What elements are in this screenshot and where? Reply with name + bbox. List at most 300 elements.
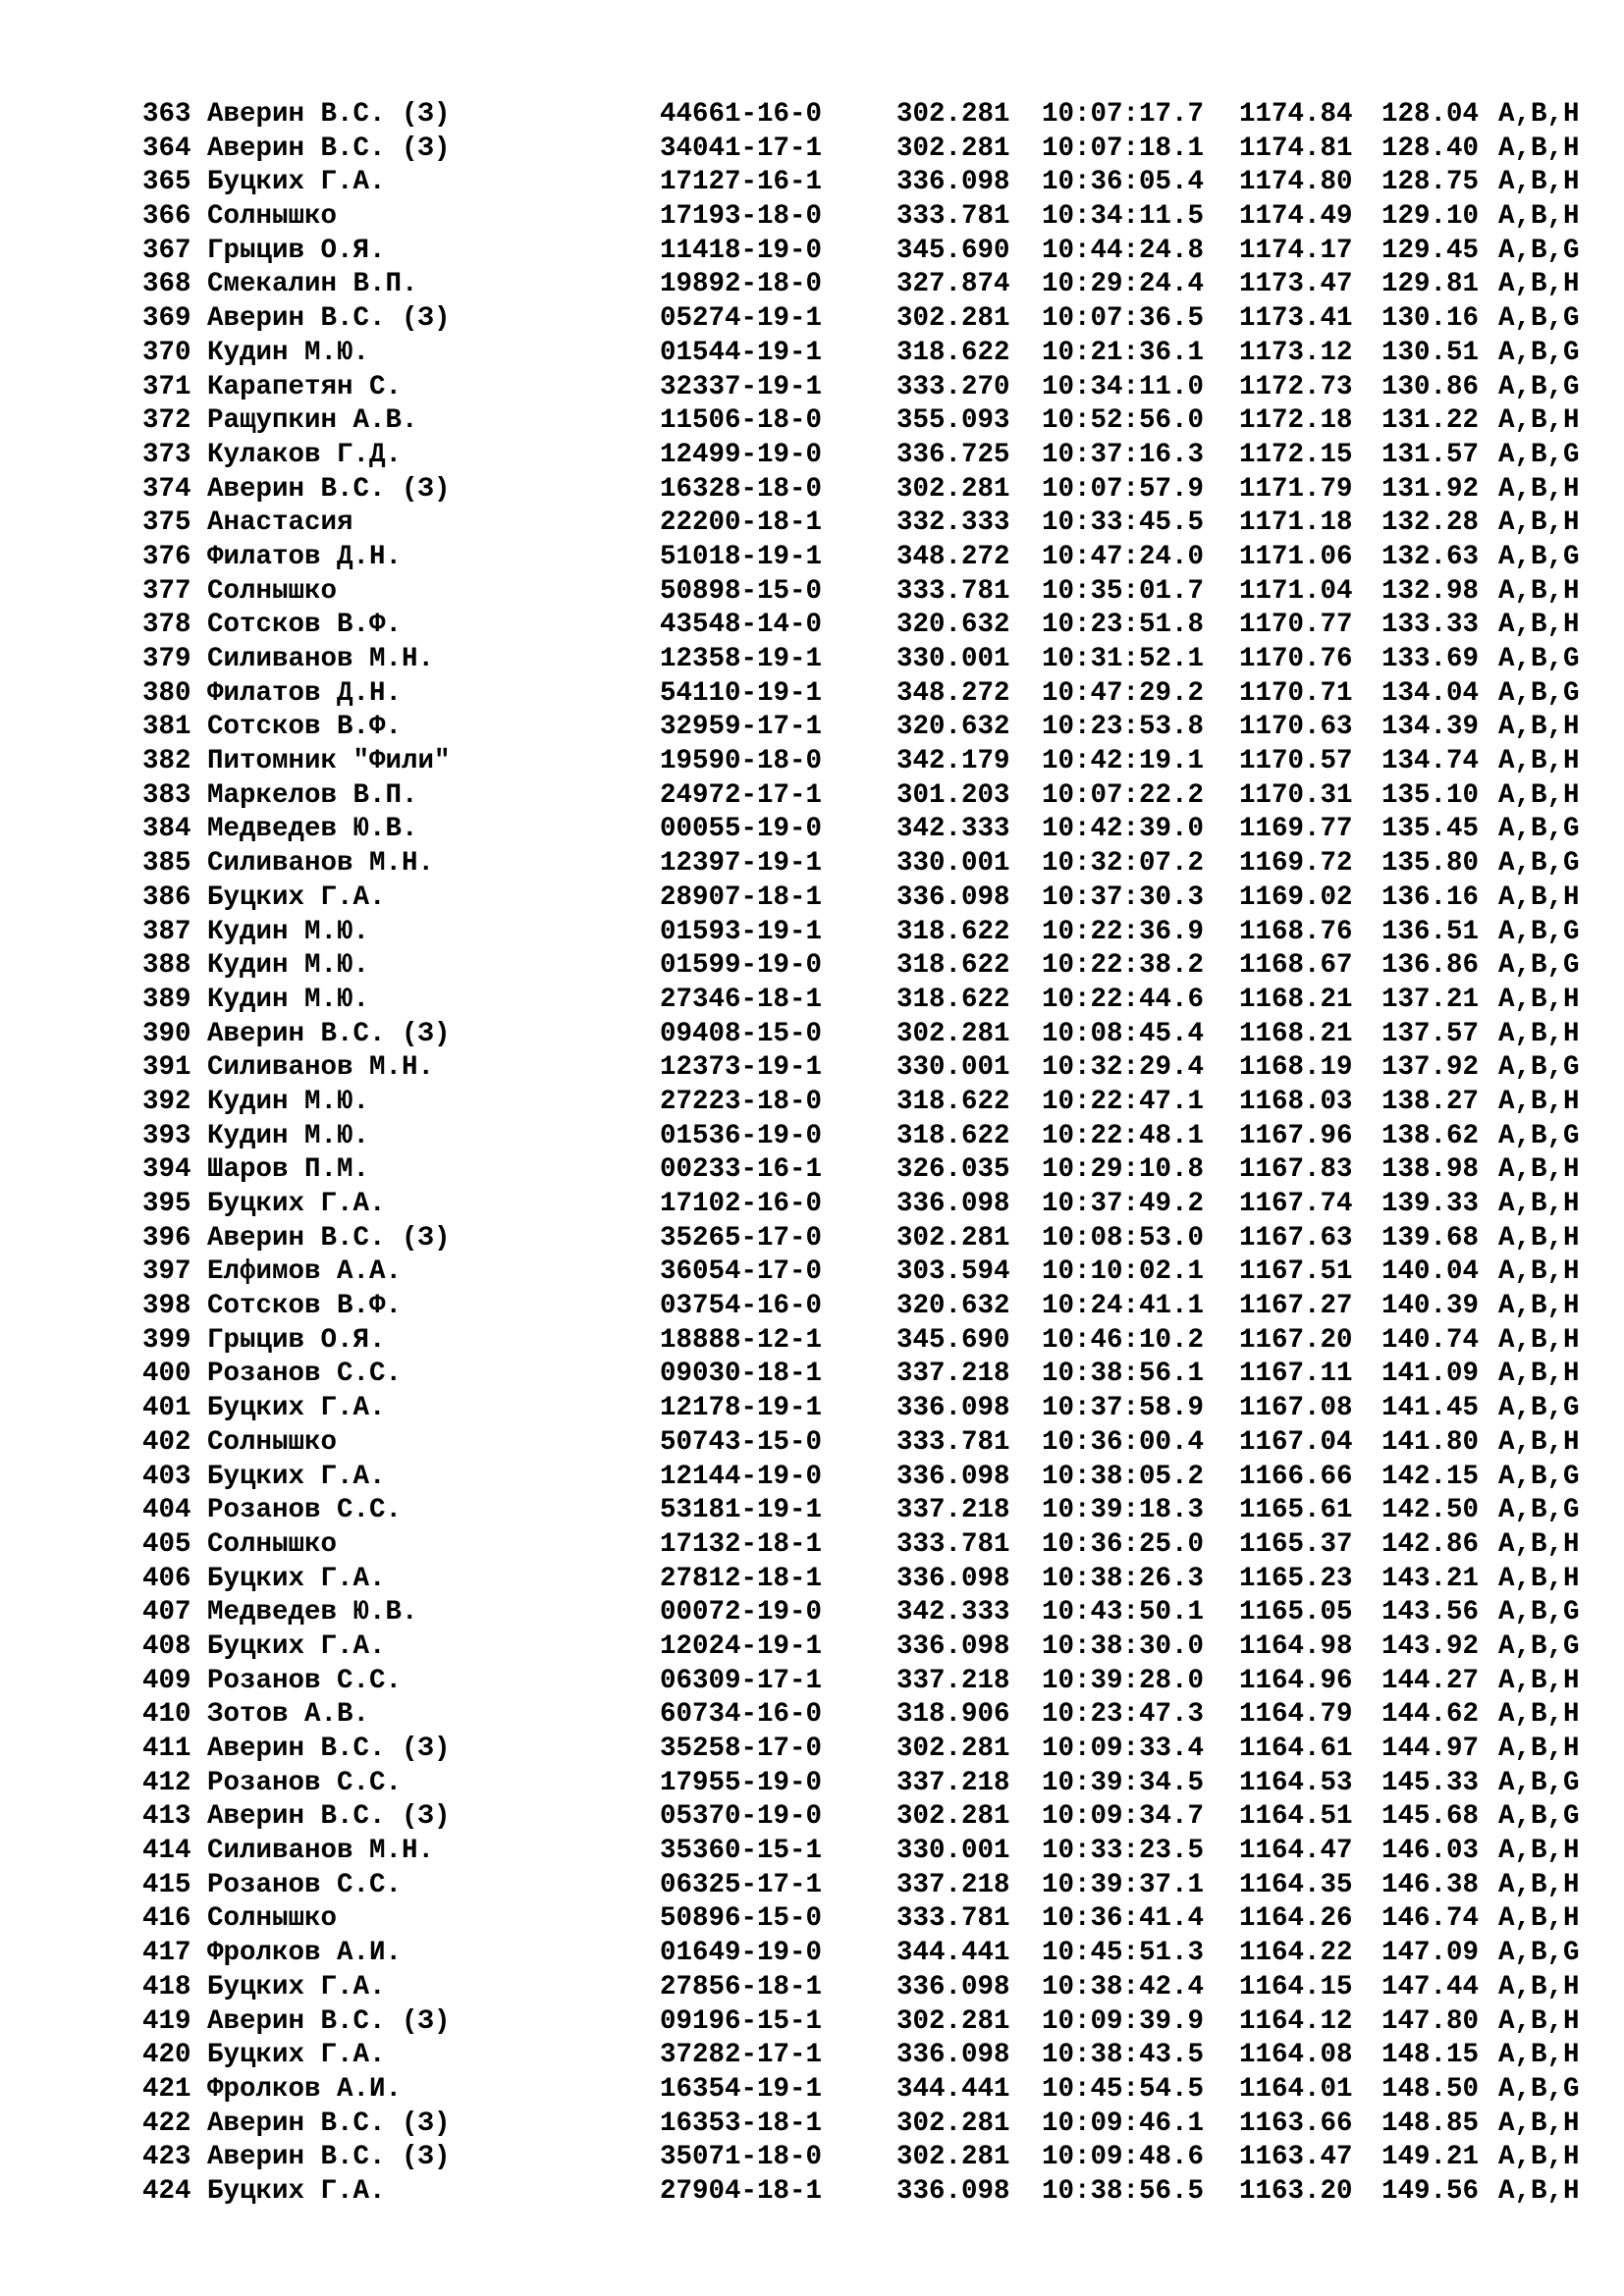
- speed-value: 1169.02: [1239, 881, 1353, 913]
- ring-number: 32337-19-1: [660, 371, 823, 402]
- ring-number: 17193-18-0: [660, 201, 823, 233]
- coefficient-value: 131.92: [1381, 473, 1480, 505]
- distance-value: 336.098: [896, 1461, 1010, 1492]
- coefficient-value: 143.92: [1381, 1630, 1480, 1662]
- category-codes: A,B,G: [1498, 371, 1580, 402]
- ring-number: 06325-17-1: [660, 1869, 823, 1900]
- ring-number: 60734-16-0: [660, 1699, 823, 1731]
- table-row: [142, 2005, 1580, 2040]
- arrival-time: 10:38:26.3: [1042, 1563, 1205, 1594]
- category-codes: A,B,G: [1498, 1495, 1580, 1526]
- speed-value: 1169.72: [1239, 848, 1353, 880]
- coefficient-value: 139.68: [1381, 1222, 1480, 1254]
- ring-number: 05274-19-1: [660, 303, 823, 335]
- arrival-time: 10:44:24.8: [1042, 235, 1205, 266]
- place-number: 381: [142, 712, 191, 743]
- ring-number: 19892-18-0: [660, 269, 823, 300]
- fancier-name: Кудин М.Ю.: [207, 950, 370, 982]
- category-codes: A,B,H: [1498, 405, 1580, 437]
- place-number: 393: [142, 1120, 191, 1151]
- speed-value: 1170.76: [1239, 644, 1353, 674]
- arrival-time: 10:47:29.2: [1042, 677, 1205, 709]
- speed-value: 1165.37: [1239, 1528, 1353, 1560]
- fancier-name: Кулаков Г.Д.: [207, 439, 403, 470]
- fancier-name: Аверин В.С. (З): [207, 473, 451, 505]
- table-row: [142, 1426, 1580, 1461]
- coefficient-value: 139.33: [1381, 1189, 1480, 1219]
- arrival-time: 10:07:57.9: [1042, 473, 1205, 505]
- ring-number: 01536-19-0: [660, 1120, 823, 1151]
- table-row: [142, 1324, 1580, 1359]
- ring-number: 16354-19-1: [660, 2073, 823, 2105]
- place-number: 378: [142, 610, 191, 641]
- speed-value: 1170.77: [1239, 610, 1353, 641]
- place-number: 415: [142, 1869, 191, 1900]
- category-codes: A,B,G: [1498, 1461, 1580, 1492]
- arrival-time: 10:42:19.1: [1042, 746, 1205, 777]
- place-number: 375: [142, 507, 191, 539]
- place-number: 412: [142, 1767, 191, 1798]
- ring-number: 06309-17-1: [660, 1665, 823, 1696]
- ring-number: 03754-16-0: [660, 1291, 823, 1322]
- fancier-name: Буцких Г.А.: [207, 1189, 386, 1219]
- ring-number: 27812-18-1: [660, 1563, 823, 1594]
- speed-value: 1164.53: [1239, 1767, 1353, 1798]
- place-number: 372: [142, 405, 191, 437]
- ring-number: 00055-19-0: [660, 814, 823, 845]
- place-number: 402: [142, 1426, 191, 1458]
- category-codes: A,B,H: [1498, 1528, 1580, 1560]
- coefficient-value: 141.45: [1381, 1393, 1480, 1424]
- place-number: 421: [142, 2073, 191, 2105]
- arrival-time: 10:09:46.1: [1042, 2108, 1205, 2139]
- ring-number: 19590-18-0: [660, 746, 823, 777]
- table-row: [142, 711, 1580, 745]
- place-number: 407: [142, 1597, 191, 1629]
- table-row: [142, 1528, 1580, 1563]
- fancier-name: Аверин В.С. (З): [207, 1018, 451, 1049]
- coefficient-value: 149.21: [1381, 2142, 1480, 2173]
- place-number: 414: [142, 1836, 191, 1867]
- table-row: [142, 1563, 1580, 1597]
- speed-value: 1164.08: [1239, 2040, 1353, 2071]
- coefficient-value: 144.27: [1381, 1665, 1480, 1696]
- coefficient-value: 129.81: [1381, 269, 1480, 300]
- arrival-time: 10:22:47.1: [1042, 1086, 1205, 1117]
- distance-value: 333.781: [896, 1528, 1010, 1560]
- ring-number: 01593-19-1: [660, 916, 823, 947]
- arrival-time: 10:39:37.1: [1042, 1869, 1205, 1900]
- place-number: 411: [142, 1734, 191, 1764]
- arrival-time: 10:47:24.0: [1042, 541, 1205, 572]
- coefficient-value: 145.68: [1381, 1801, 1480, 1833]
- arrival-time: 10:32:07.2: [1042, 848, 1205, 880]
- distance-value: 318.622: [896, 1120, 1010, 1151]
- table-row: [142, 1937, 1580, 1971]
- coefficient-value: 143.56: [1381, 1597, 1480, 1629]
- coefficient-value: 129.10: [1381, 201, 1480, 233]
- category-codes: A,B,H: [1498, 507, 1580, 539]
- place-number: 401: [142, 1393, 191, 1424]
- coefficient-value: 129.45: [1381, 235, 1480, 266]
- place-number: 423: [142, 2142, 191, 2173]
- coefficient-value: 142.50: [1381, 1495, 1480, 1526]
- table-row: [142, 745, 1580, 779]
- place-number: 365: [142, 167, 191, 198]
- speed-value: 1164.01: [1239, 2073, 1353, 2105]
- place-number: 386: [142, 881, 191, 913]
- place-number: 384: [142, 814, 191, 845]
- arrival-time: 10:23:53.8: [1042, 712, 1205, 743]
- distance-value: 348.272: [896, 541, 1010, 572]
- arrival-time: 10:38:05.2: [1042, 1461, 1205, 1492]
- speed-value: 1167.63: [1239, 1222, 1353, 1254]
- ring-number: 28907-18-1: [660, 881, 823, 913]
- fancier-name: Карапетян С.: [207, 371, 403, 402]
- place-number: 413: [142, 1801, 191, 1833]
- speed-value: 1174.49: [1239, 201, 1353, 233]
- ring-number: 16328-18-0: [660, 473, 823, 505]
- place-number: 369: [142, 303, 191, 335]
- table-row: [142, 949, 1580, 984]
- table-row: [142, 609, 1580, 643]
- distance-value: 333.781: [896, 575, 1010, 607]
- place-number: 371: [142, 371, 191, 402]
- coefficient-value: 138.98: [1381, 1154, 1480, 1186]
- category-codes: A,B,G: [1498, 1393, 1580, 1424]
- ring-number: 27904-18-1: [660, 2175, 823, 2207]
- category-codes: A,B,H: [1498, 133, 1580, 164]
- table-row: [142, 1698, 1580, 1733]
- category-codes: A,B,H: [1498, 881, 1580, 913]
- place-number: 389: [142, 984, 191, 1015]
- ring-number: 32959-17-1: [660, 712, 823, 743]
- table-row: [142, 337, 1580, 371]
- fancier-name: Шаров П.М.: [207, 1154, 370, 1186]
- fancier-name: Буцких Г.А.: [207, 1461, 386, 1492]
- fancier-name: Буцких Г.А.: [207, 1630, 386, 1662]
- table-row: [142, 2039, 1580, 2073]
- fancier-name: Буцких Г.А.: [207, 1563, 386, 1594]
- coefficient-value: 140.39: [1381, 1291, 1480, 1322]
- table-row: [142, 507, 1580, 541]
- distance-value: 318.622: [896, 916, 1010, 947]
- category-codes: A,B,G: [1498, 1801, 1580, 1833]
- distance-value: 342.333: [896, 1597, 1010, 1629]
- table-row: [142, 1869, 1580, 1903]
- place-number: 417: [142, 1938, 191, 1969]
- category-codes: A,B,H: [1498, 1256, 1580, 1288]
- place-number: 403: [142, 1461, 191, 1492]
- place-number: 424: [142, 2175, 191, 2207]
- ring-number: 50896-15-0: [660, 1903, 823, 1935]
- place-number: 383: [142, 779, 191, 811]
- category-codes: A,B,H: [1498, 1222, 1580, 1254]
- coefficient-value: 138.27: [1381, 1086, 1480, 1117]
- table-row: [142, 1222, 1580, 1256]
- table-row: [142, 1665, 1580, 1699]
- speed-value: 1164.12: [1239, 2005, 1353, 2037]
- coefficient-value: 130.86: [1381, 371, 1480, 402]
- speed-value: 1168.21: [1239, 984, 1353, 1015]
- distance-value: 336.098: [896, 1189, 1010, 1219]
- table-row: [142, 1358, 1580, 1392]
- arrival-time: 10:38:43.5: [1042, 2040, 1205, 2071]
- distance-value: 336.098: [896, 1563, 1010, 1594]
- speed-value: 1163.47: [1239, 2142, 1353, 2173]
- table-row: [142, 371, 1580, 405]
- fancier-name: Буцких Г.А.: [207, 1971, 386, 2002]
- arrival-time: 10:42:39.0: [1042, 814, 1205, 845]
- ring-number: 35071-18-0: [660, 2142, 823, 2173]
- fancier-name: Буцких Г.А.: [207, 167, 386, 198]
- place-number: 397: [142, 1256, 191, 1288]
- place-number: 379: [142, 644, 191, 674]
- speed-value: 1164.47: [1239, 1836, 1353, 1867]
- arrival-time: 10:36:05.4: [1042, 167, 1205, 198]
- coefficient-value: 144.97: [1381, 1734, 1480, 1764]
- category-codes: A,B,H: [1498, 712, 1580, 743]
- fancier-name: Кудин М.Ю.: [207, 916, 370, 947]
- distance-value: 342.333: [896, 814, 1010, 845]
- distance-value: 301.203: [896, 779, 1010, 811]
- table-row: [142, 847, 1580, 881]
- place-number: 418: [142, 1971, 191, 2002]
- speed-value: 1164.51: [1239, 1801, 1353, 1833]
- category-codes: A,B,G: [1498, 235, 1580, 266]
- arrival-time: 10:10:02.1: [1042, 1256, 1205, 1288]
- distance-value: 336.098: [896, 1393, 1010, 1424]
- arrival-time: 10:45:54.5: [1042, 2073, 1205, 2105]
- category-codes: A,B,H: [1498, 473, 1580, 505]
- ring-number: 12397-19-1: [660, 848, 823, 880]
- place-number: 400: [142, 1359, 191, 1390]
- distance-value: 344.441: [896, 1938, 1010, 1969]
- arrival-time: 10:38:30.0: [1042, 1630, 1205, 1662]
- category-codes: A,B,H: [1498, 99, 1580, 130]
- fancier-name: Кудин М.Ю.: [207, 1086, 370, 1117]
- distance-value: 318.906: [896, 1699, 1010, 1731]
- ring-number: 35258-17-0: [660, 1734, 823, 1764]
- category-codes: A,B,G: [1498, 677, 1580, 709]
- table-row: [142, 1596, 1580, 1630]
- ring-number: 44661-16-0: [660, 99, 823, 130]
- distance-value: 302.281: [896, 1734, 1010, 1764]
- speed-value: 1172.18: [1239, 405, 1353, 437]
- category-codes: A,B,H: [1498, 2005, 1580, 2037]
- ring-number: 00233-16-1: [660, 1154, 823, 1186]
- arrival-time: 10:22:38.2: [1042, 950, 1205, 982]
- place-number: 364: [142, 133, 191, 164]
- table-row: [142, 1051, 1580, 1086]
- table-row: [142, 1188, 1580, 1222]
- table-row: [142, 2073, 1580, 2108]
- fancier-name: Анастасия: [207, 507, 353, 539]
- ring-number: 01544-19-1: [660, 337, 823, 368]
- fancier-name: Силиванов М.Н.: [207, 1052, 435, 1084]
- ring-number: 17955-19-0: [660, 1767, 823, 1798]
- fancier-name: Розанов С.С.: [207, 1359, 403, 1390]
- distance-value: 342.179: [896, 746, 1010, 777]
- distance-value: 318.622: [896, 984, 1010, 1015]
- ring-number: 11506-18-0: [660, 405, 823, 437]
- speed-value: 1165.05: [1239, 1597, 1353, 1629]
- coefficient-value: 142.86: [1381, 1528, 1480, 1560]
- category-codes: A,B,G: [1498, 337, 1580, 368]
- distance-value: 345.690: [896, 1324, 1010, 1356]
- table-row: [142, 1800, 1580, 1835]
- table-row: [142, 1971, 1580, 2005]
- speed-value: 1168.67: [1239, 950, 1353, 982]
- place-number: 398: [142, 1291, 191, 1322]
- distance-value: 336.098: [896, 1630, 1010, 1662]
- distance-value: 336.098: [896, 167, 1010, 198]
- distance-value: 326.035: [896, 1154, 1010, 1186]
- speed-value: 1174.80: [1239, 167, 1353, 198]
- coefficient-value: 136.16: [1381, 881, 1480, 913]
- table-row: [142, 643, 1580, 677]
- speed-value: 1170.71: [1239, 677, 1353, 709]
- speed-value: 1164.79: [1239, 1699, 1353, 1731]
- category-codes: A,B,G: [1498, 1120, 1580, 1151]
- category-codes: A,B,H: [1498, 746, 1580, 777]
- ring-number: 43548-14-0: [660, 610, 823, 641]
- category-codes: A,B,G: [1498, 1938, 1580, 1969]
- category-codes: A,B,H: [1498, 1563, 1580, 1594]
- fancier-name: Филатов Д.Н.: [207, 541, 403, 572]
- arrival-time: 10:34:11.0: [1042, 371, 1205, 402]
- ring-number: 12499-19-0: [660, 439, 823, 470]
- ring-number: 01599-19-0: [660, 950, 823, 982]
- coefficient-value: 141.80: [1381, 1426, 1480, 1458]
- table-row: [142, 1255, 1580, 1290]
- distance-value: 336.098: [896, 2175, 1010, 2207]
- distance-value: 318.622: [896, 950, 1010, 982]
- category-codes: A,B,G: [1498, 1597, 1580, 1629]
- table-row: [142, 1086, 1580, 1120]
- speed-value: 1167.04: [1239, 1426, 1353, 1458]
- ring-number: 16353-18-1: [660, 2108, 823, 2139]
- fancier-name: Медведев Ю.В.: [207, 1597, 418, 1629]
- coefficient-value: 147.80: [1381, 2005, 1480, 2037]
- distance-value: 302.281: [896, 1222, 1010, 1254]
- category-codes: A,B,G: [1498, 303, 1580, 335]
- fancier-name: Розанов С.С.: [207, 1767, 403, 1798]
- arrival-time: 10:24:41.1: [1042, 1291, 1205, 1322]
- coefficient-value: 128.04: [1381, 99, 1480, 130]
- place-number: 395: [142, 1189, 191, 1219]
- category-codes: A,B,H: [1498, 1426, 1580, 1458]
- coefficient-value: 135.10: [1381, 779, 1480, 811]
- category-codes: A,B,H: [1498, 1291, 1580, 1322]
- fancier-name: Филатов Д.Н.: [207, 677, 403, 709]
- table-row: [142, 1902, 1580, 1937]
- fancier-name: Аверин В.С. (З): [207, 99, 451, 130]
- coefficient-value: 143.21: [1381, 1563, 1480, 1594]
- speed-value: 1169.77: [1239, 814, 1353, 845]
- table-row: [142, 779, 1580, 814]
- fancier-name: Питомник "Фили": [207, 746, 451, 777]
- distance-value: 320.632: [896, 1291, 1010, 1322]
- arrival-time: 10:08:53.0: [1042, 1222, 1205, 1254]
- fancier-name: Смекалин В.П.: [207, 269, 418, 300]
- table-row: [142, 1120, 1580, 1154]
- arrival-time: 10:36:41.4: [1042, 1903, 1205, 1935]
- arrival-time: 10:46:10.2: [1042, 1324, 1205, 1356]
- ring-number: 12024-19-1: [660, 1630, 823, 1662]
- distance-value: 336.725: [896, 439, 1010, 470]
- place-number: 420: [142, 2040, 191, 2071]
- category-codes: A,B,H: [1498, 1734, 1580, 1764]
- place-number: 410: [142, 1699, 191, 1731]
- table-row: [142, 984, 1580, 1018]
- distance-value: 345.690: [896, 235, 1010, 266]
- fancier-name: Аверин В.С. (З): [207, 2005, 451, 2037]
- ring-number: 17132-18-1: [660, 1528, 823, 1560]
- fancier-name: Аверин В.С. (З): [207, 2142, 451, 2173]
- fancier-name: Солнышко: [207, 575, 338, 607]
- category-codes: A,B,G: [1498, 439, 1580, 470]
- distance-value: 336.098: [896, 1971, 1010, 2002]
- place-number: 406: [142, 1563, 191, 1594]
- table-row: [142, 404, 1580, 439]
- category-codes: A,B,H: [1498, 1971, 1580, 2002]
- distance-value: 355.093: [896, 405, 1010, 437]
- table-row: [142, 1494, 1580, 1528]
- place-number: 382: [142, 746, 191, 777]
- fancier-name: Зотов А.В.: [207, 1699, 370, 1731]
- category-codes: A,B,G: [1498, 814, 1580, 845]
- fancier-name: Розанов С.С.: [207, 1665, 403, 1696]
- arrival-time: 10:31:52.1: [1042, 644, 1205, 674]
- arrival-time: 10:38:56.5: [1042, 2175, 1205, 2207]
- speed-value: 1163.20: [1239, 2175, 1353, 2207]
- arrival-time: 10:09:48.6: [1042, 2142, 1205, 2173]
- speed-value: 1164.15: [1239, 1971, 1353, 2002]
- speed-value: 1174.17: [1239, 235, 1353, 266]
- arrival-time: 10:37:16.3: [1042, 439, 1205, 470]
- speed-value: 1173.12: [1239, 337, 1353, 368]
- speed-value: 1164.35: [1239, 1869, 1353, 1900]
- table-row: [142, 1461, 1580, 1495]
- arrival-time: 10:23:47.3: [1042, 1699, 1205, 1731]
- arrival-time: 10:35:01.7: [1042, 575, 1205, 607]
- arrival-time: 10:36:25.0: [1042, 1528, 1205, 1560]
- fancier-name: Грыцив О.Я.: [207, 1324, 386, 1356]
- arrival-time: 10:39:28.0: [1042, 1665, 1205, 1696]
- speed-value: 1171.04: [1239, 575, 1353, 607]
- distance-value: 302.281: [896, 133, 1010, 164]
- ring-number: 11418-19-0: [660, 235, 823, 266]
- ring-number: 37282-17-1: [660, 2040, 823, 2071]
- speed-value: 1171.18: [1239, 507, 1353, 539]
- fancier-name: Солнышко: [207, 1903, 338, 1935]
- fancier-name: Силиванов М.Н.: [207, 1836, 435, 1867]
- table-row: [142, 302, 1580, 337]
- category-codes: A,B,H: [1498, 269, 1580, 300]
- speed-value: 1164.96: [1239, 1665, 1353, 1696]
- arrival-time: 10:22:36.9: [1042, 916, 1205, 947]
- speed-value: 1172.73: [1239, 371, 1353, 402]
- ring-number: 36054-17-0: [660, 1256, 823, 1288]
- place-number: 422: [142, 2108, 191, 2139]
- ring-number: 34041-17-1: [660, 133, 823, 164]
- category-codes: A,B,G: [1498, 644, 1580, 674]
- place-number: 377: [142, 575, 191, 607]
- speed-value: 1167.20: [1239, 1324, 1353, 1356]
- arrival-time: 10:07:17.7: [1042, 99, 1205, 130]
- distance-value: 318.622: [896, 1086, 1010, 1117]
